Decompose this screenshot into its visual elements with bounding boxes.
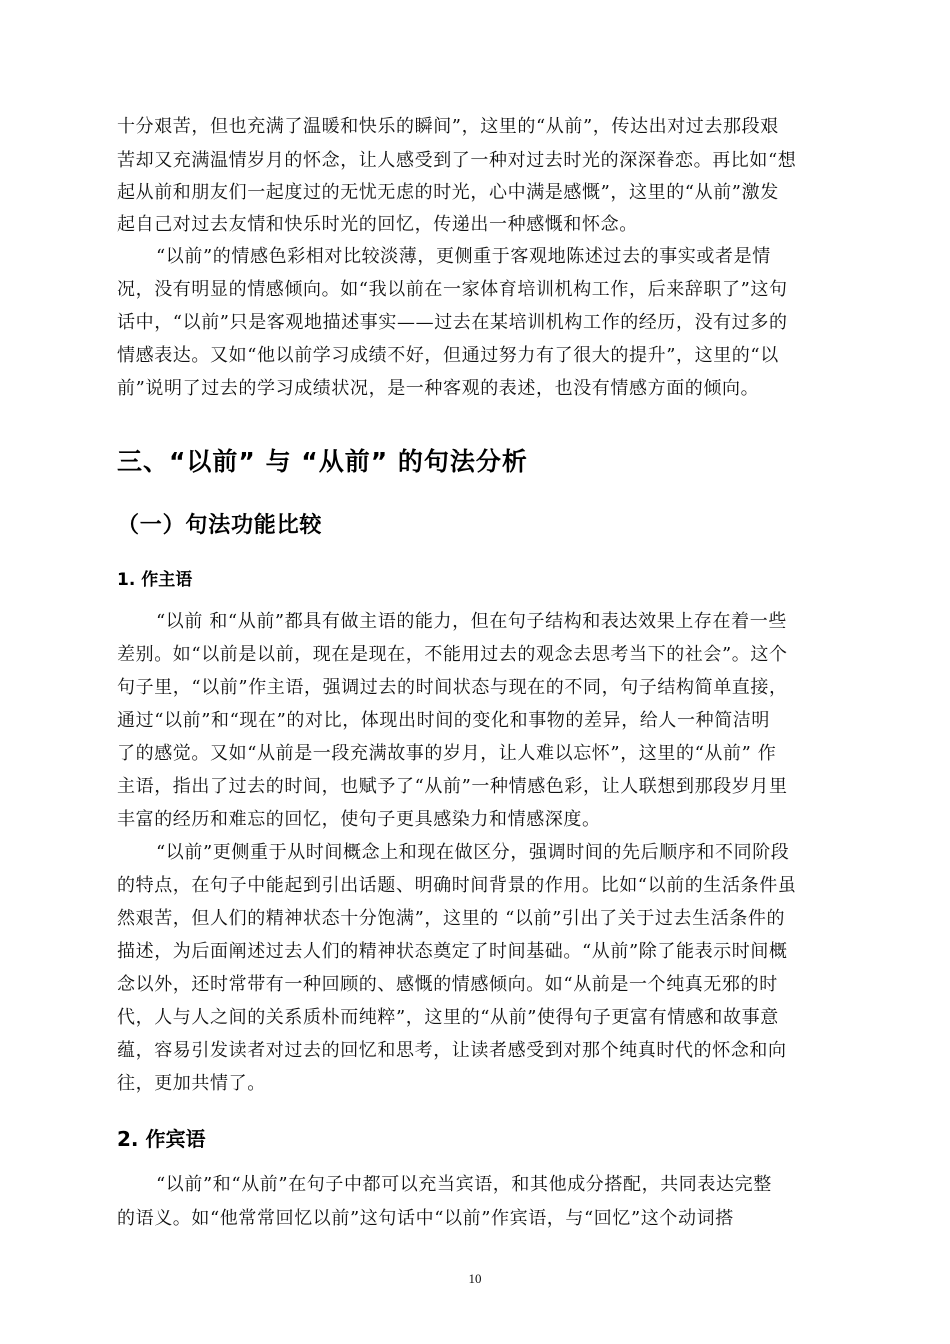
paragraph-line: 念以外，还时常带有一种回顾的、感慨的情感倾向。如“从前是一个纯真无邪的时 — [117, 974, 778, 995]
paragraph-line: 情感表达。又如“他以前学习成绩不好，但通过努力有了很大的提升”，这里的“以 — [117, 345, 779, 366]
paragraph-line: 通过“以前”和“现在”的对比，体现出时间的变化和事物的差异，给人一种简洁明 — [117, 710, 771, 731]
paragraph-line: “以前”更侧重于从时间概念上和现在做区分，强调时间的先后顺序和不同阶段 — [156, 842, 790, 863]
paragraph-line: 丰富的经历和难忘的回忆，使句子更具感染力和情感深度。 — [117, 809, 601, 830]
paragraph-line: 的语义。如“他常常回忆以前”这句话中“以前”作宾语，与“回忆”这个动词搭 — [117, 1208, 734, 1229]
paragraph-line: 差别。如“以前是以前，现在是现在，不能用过去的观念去思考当下的社会”。这个 — [117, 644, 788, 665]
paragraph-line: 十分艰苦，但也充满了温暖和快乐的瞬间”，这里的“从前”，传达出对过去那段艰 — [117, 116, 779, 137]
item-heading-object: 2. 作宾语 — [117, 1127, 206, 1151]
paragraph-line: 句子里，“以前”作主语，强调过去的时间状态与现在的不同，句子结构简单直接， — [117, 677, 788, 698]
paragraph-line: 蕴，容易引发读者对过去的回忆和思考，让读者感受到对那个纯真时代的怀念和向 — [117, 1040, 787, 1061]
paragraph-line: 起自己对过去友情和快乐时光的回忆，传递出一种感慨和怀念。 — [117, 214, 638, 235]
paragraph-line: 主语，指出了过去的时间，也赋予了“从前”一种情感色彩，让人联想到那段岁月里 — [117, 776, 788, 797]
page-number: 10 — [468, 1271, 482, 1286]
paragraph-line: 代，人与人之间的关系质朴而纯粹”，这里的“从前”使得句子更富有情感和故事意 — [117, 1007, 779, 1028]
paragraph-line: 苦却又充满温情岁月的怀念，让人感受到了一种对过去时光的深深眷恋。再比如“想 — [117, 150, 797, 171]
paragraph-line: 前”说明了过去的学习成绩状况，是一种客观的表述，也没有情感方面的倾向。 — [117, 378, 760, 399]
paragraph-line: “以前”的情感色彩相对比较淡薄，更侧重于客观地陈述过去的事实或者是情 — [156, 246, 771, 267]
paragraph-line: 况，没有明显的情感倾向。如“我以前在一家体育培训机构工作，后来辞职了”这句 — [117, 279, 788, 300]
subsection-heading: （一）句法功能比较 — [117, 513, 323, 538]
item-heading-subject: 1. 作主语 — [117, 570, 193, 590]
paragraph-line: 往，更加共情了。 — [117, 1073, 266, 1094]
paragraph-line: 然艰苦，但人们的精神状态十分饱满”，这里的 “以前”引出了关于过去生活条件的 — [117, 908, 786, 929]
paragraph-line: “以前”和“从前”在句子中都可以充当宾语，和其他成分搭配，共同表达完整 — [156, 1174, 772, 1195]
section-heading: 三、“以前” 与 “从前” 的句法分析 — [117, 447, 528, 476]
paragraph-line: 起从前和朋友们一起度过的无忧无虑的时光，心中满是感慨”，这里的“从前”激发 — [117, 182, 779, 203]
paragraph-line: 的特点，在句子中能起到引出话题、明确时间背景的作用。比如“以前的生活条件虽 — [117, 875, 797, 896]
paragraph-line: 话中，“以前”只是客观地描述事实——过去在某培训机构工作的经历，没有过多的 — [117, 312, 788, 333]
paragraph-line: 描述，为后面阐述过去人们的精神状态奠定了时间基础。“从前”除了能表示时间概 — [117, 941, 788, 962]
paragraph-line: “以前 和“从前”都具有做主语的能力，但在句子结构和表达效果上存在着一些 — [156, 611, 787, 632]
paragraph-line: 了的感觉。又如“从前是一段充满故事的岁月，让人难以忘怀”，这里的“从前” 作 — [117, 743, 777, 764]
